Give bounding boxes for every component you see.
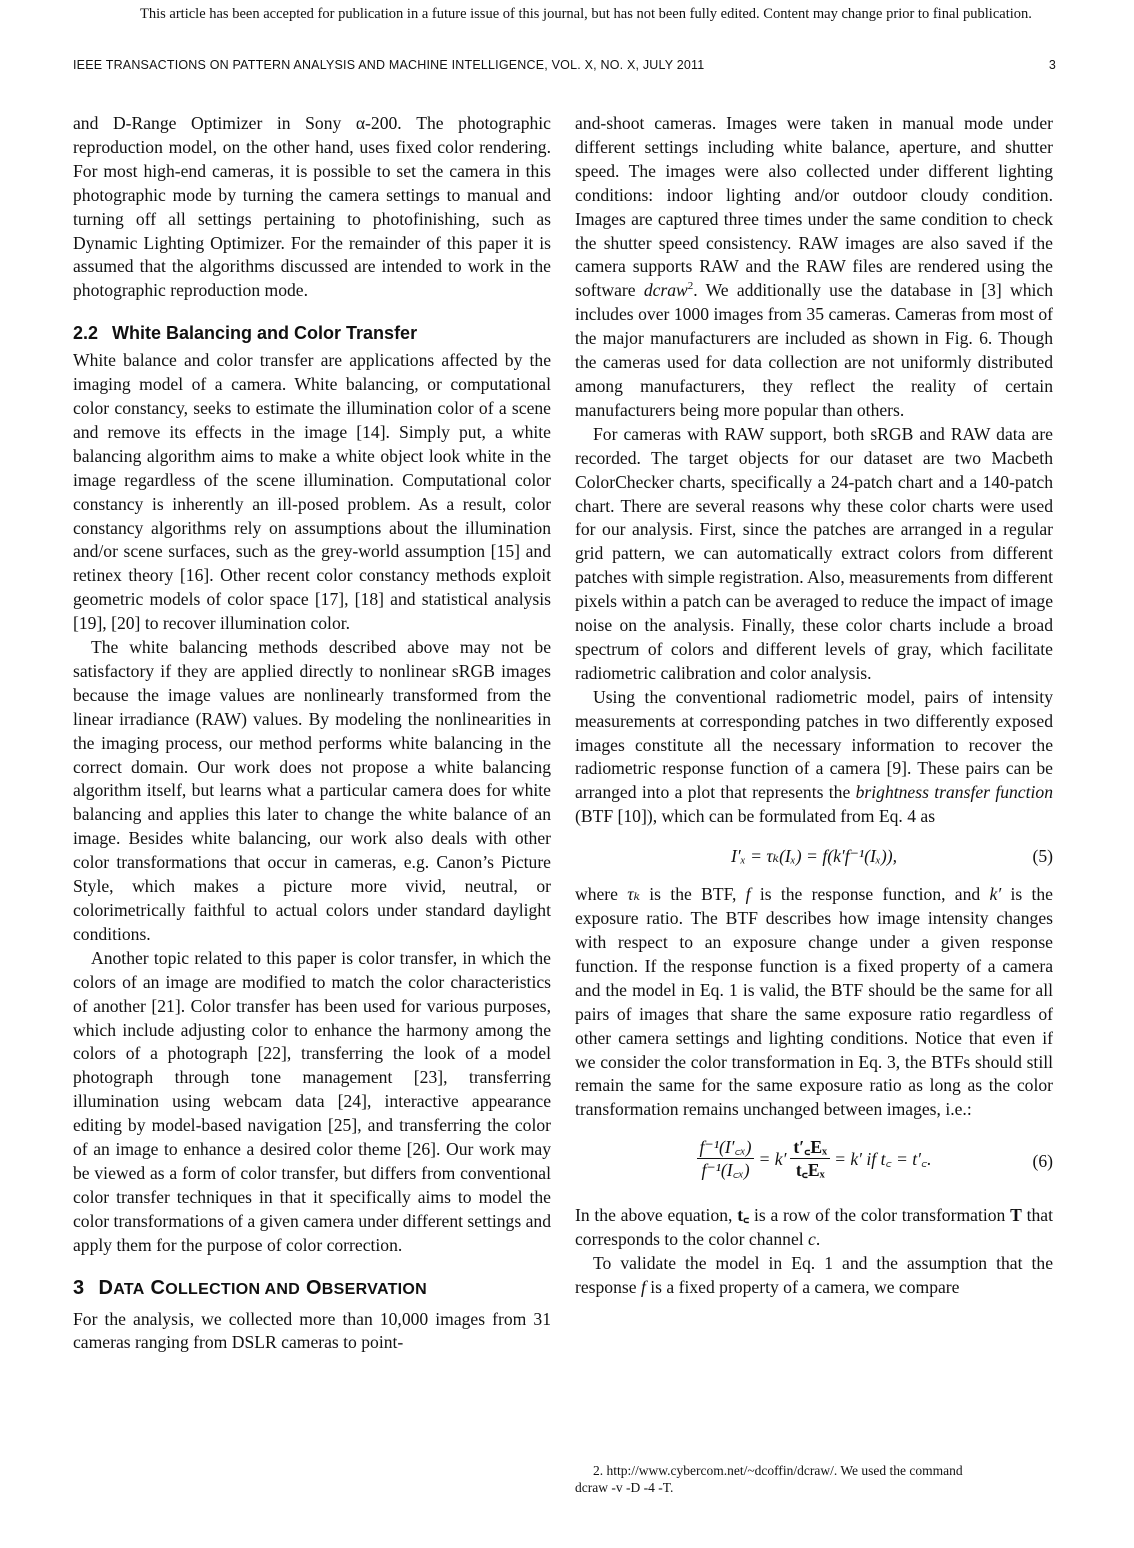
equation-number: (5) <box>1032 846 1053 867</box>
running-head <box>73 58 1056 72</box>
footnote-line: dcraw -v -D -4 -T. <box>575 1480 674 1495</box>
right-column <box>575 112 1053 1300</box>
equation-text: = k′ if t꜀ = t′꜀. <box>834 1148 932 1169</box>
text-run: that corresponds to the color channel <box>575 1205 1054 1250</box>
paragraph <box>575 112 1053 423</box>
text-run: Using the conventional radiometric model, pairs of intensity measurements at corresponding patches in two differently exposed images constitute all the necessary information to recover the radiometric response function of a camera [9]. These pairs can be arranged into a plot that represents the <box>575 686 1053 803</box>
equation-number: (6) <box>1032 1151 1053 1172</box>
section-title: White Balancing and Color Transfer <box>112 323 418 344</box>
title-smallcaps: BSERVATION <box>321 1280 428 1298</box>
equation-body <box>697 1136 932 1181</box>
math: t꜀ <box>737 1205 750 1226</box>
text-run: (BTF [10]), which can be formulated from Eq. 4 as <box>575 806 936 827</box>
title-smallcaps: ATA <box>113 1280 145 1298</box>
text-run: is the response function, and <box>750 884 990 905</box>
section-heading-2-2 <box>73 322 551 346</box>
paragraph: For cameras with RAW support, both sRGB and RAW data are recorded. The target objects for our dataset are two Macbeth ColorChecker charts, specifically a 24-patch chart and a 140-patch chart. There are several reasons why these color charts were used for our analysis. First, since the patches are arranged in a regular grid pattern, we can automatically extract colors from different patches with simple registration. Also, measurements from different pixels within a patch can be averaged to reduce the impact of image noise on the analysis. Finally, these color charts include a broad spectrum of colors and different levels of gray, which facilitate radiometric calibration and color analysis. <box>575 423 1054 683</box>
paragraph: White balance and color transfer are applications affected by the imaging model of a camera. White balancing, or computational color constancy, seeks to estimate the illumination color of a scene and remove its effects in the image [14]. Simply put, a white balancing algorithm aims to make a white object look white in the image regardless of the scene illumination. Computational color constancy is inherently an ill-posed problem. As a result, color constancy algorithms rely on assumptions about the illumination and/or scene surfaces, such as the grey-world assumption [15] and retinex theory [16]. Other recent color constancy methods exploit geometric models of color space [17], [18] and statistical analysis [19], [20] to recover illumination color. <box>73 350 551 634</box>
publication-banner: This article has been accepted for publication in a future issue of this journal, but has not been fully edited. Content may change prior to final publication. <box>140 6 1032 22</box>
footnote-marker: 2 <box>687 280 694 293</box>
paragraph <box>575 883 1053 1122</box>
equation-5 <box>575 841 1053 871</box>
fraction <box>697 1136 755 1181</box>
math: τₖ <box>627 884 640 905</box>
title-cap: C <box>150 1276 166 1299</box>
paragraph <box>575 686 1053 829</box>
text-run: To validate the model in Eq. 1 and the assumption that the response <box>575 1253 1053 1297</box>
text-run: where <box>575 884 628 905</box>
section-number: 2.2 <box>73 323 99 344</box>
software-name: dcraw <box>643 280 688 301</box>
left-column <box>73 112 551 1355</box>
section-number: 3 <box>73 1276 85 1299</box>
title-cap: O <box>305 1276 322 1299</box>
title-cap: D <box>98 1276 114 1299</box>
text-run: is a row of the color transformation <box>749 1205 1011 1226</box>
text-run: is the exposure ratio. The BTF describes how image intensity changes with respect to an exposure change under a given response function. If the response function is a fixed property of a camera and the model in Eq. 1 is valid, the BTF should be the same for all pairs of images that share the same exposure ratio regardless of other camera settings and lighting conditions. Notice that even if we consider the color transformation in Eq. 3, the BTFs should still remain the same for the same exposure ratio as long as the color transformation remains unchanged between images, i.e.: <box>575 884 1053 1120</box>
numerator: f⁻¹(I′꜀ₓ) <box>697 1136 755 1159</box>
text-run: is a fixed property of a camera, we compare <box>645 1276 960 1297</box>
denominator: f⁻¹(I꜀ₓ) <box>701 1160 750 1181</box>
text-run: In the above equation, <box>575 1205 738 1226</box>
equation-text: = k′ <box>758 1148 787 1169</box>
text-run: . <box>815 1229 821 1250</box>
paragraph: The white balancing methods described above may not be satisfactory if they are applied directly to nonlinear sRGB images because the image values are nonlinearly transformed from the linear irradiance (RAW) values. By modeling the nonlinearities in the imaging process, our method performs white balancing in the correct domain. Our work does not propose a white balancing algorithm itself, but learns what a particular camera does for white balancing and applies this later to change the white balance of an image. Besides white balancing, our work also deals with other color transformations that occur in cameras, e.g. Canon’s Picture Style, which makes a picture more vivid, neutral, or colorimetrically faithful to actual colors under standard daylight conditions. <box>73 637 551 944</box>
text-run: is the BTF, <box>640 884 746 905</box>
math: k′ <box>989 884 1002 905</box>
math: T <box>1010 1205 1022 1226</box>
fraction <box>790 1136 830 1181</box>
section-heading-3 <box>73 1277 551 1302</box>
denominator: t꜀Eₓ <box>795 1160 825 1181</box>
math: f <box>640 1276 646 1297</box>
paragraph: For the analysis, we collected more than 10,000 images from 31 cameras ranging from DSLR cameras to point- <box>73 1308 551 1353</box>
paragraph: Another topic related to this paper is color transfer, in which the colors of an image are modified to match the color characteristics of another [21]. Color transfer has been used for various purposes, which include adjusting color to enhance the harmony among the colors of a photograph [22], transferring the look of a model photograph through tone management [23], transferring illumination using webcam data [24], interactive appearance editing by model-based navigation [25], and transferring the color of an image to enhance a desired color theme [26]. Our work may be viewed as a form of color transfer, but differs from conventional color transfer techniques in that it specifically aims to model the color transformations of a given camera under different settings and apply them for the purpose of color correction. <box>73 947 551 1255</box>
footnote <box>575 1462 1053 1496</box>
paragraph: and D-Range Optimizer in Sony α-200. The photographic reproduction model, on the other hand, uses fixed color rendering. For most high-end cameras, it is possible to set the camera in this photographic mode by turning the camera settings to manual and turning off all settings pertaining to photofinishing, such as Dynamic Lighting Optimizer. For the remainder of this paper it is assumed that the algorithms discussed are intended to work in the photographic reproduction mode. <box>73 113 551 301</box>
paragraph <box>575 1252 1053 1300</box>
text-run: and-shoot cameras. Images were taken in manual mode under different settings including white balance, aperture, and shutter speed. The images were also collected under different lighting conditions: indoor lighting and/or outdoor cloudy condition. Images are captured three times under the same condition to check the shutter speed consistency. RAW images are also saved if the camera supports RAW and the RAW files are rendered using the software <box>575 113 1053 301</box>
math: c <box>808 1229 816 1250</box>
equation-6 <box>575 1132 1053 1190</box>
numerator: t′꜀Eₓ <box>790 1136 830 1159</box>
page-number: 3 <box>1048 58 1056 72</box>
equation-body: I′ₓ = τₖ(Iₓ) = f(k′f⁻¹(Iₓ)), <box>730 846 898 867</box>
journal-title: IEEE TRANSACTIONS ON PATTERN ANALYSIS AND MACHINE INTELLIGENCE, VOL. X, NO. X, JULY 2011 <box>73 58 705 72</box>
title-smallcaps: OLLECTION AND <box>165 1280 301 1298</box>
emphasis: brightness transfer function <box>855 782 1053 803</box>
paragraph <box>575 1204 1053 1252</box>
footnote-line: 2. http://www.cybercom.net/~dcoffin/dcraw/. We used the command <box>593 1463 963 1478</box>
text-run: . We additionally use the database in [3] which includes over 1000 images from 35 cameras. Cameras from most of the major manufacturers are included as shown in Fig. 6. Though the cameras used for data collection are not uniformly distributed among manufacturers, they reflect the reality of certain manufacturers being more popular than others. <box>575 280 1053 420</box>
math: f <box>745 884 751 905</box>
